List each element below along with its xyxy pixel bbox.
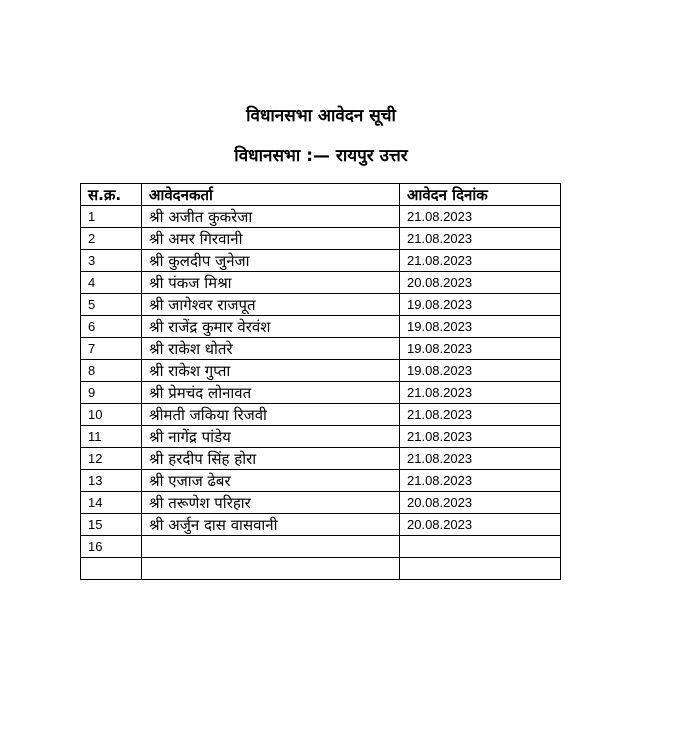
date-cell: 21.08.2023	[400, 448, 561, 470]
date-cell: 21.08.2023	[400, 426, 561, 448]
applicant-cell: श्री अर्जुन दास वासवानी	[142, 514, 400, 536]
applicant-cell: श्री प्रेमचंद लोनावत	[142, 382, 400, 404]
document-title: विधानसभा आवेदन सूची	[246, 106, 396, 126]
table-row	[81, 470, 561, 492]
serial-cell: 10	[81, 404, 142, 426]
date-cell: 19.08.2023	[400, 338, 561, 360]
applicant-table	[80, 183, 561, 580]
applicant-cell: श्री तरूणेश परिहार	[142, 492, 400, 514]
table-row	[81, 448, 561, 470]
date-cell	[400, 558, 561, 580]
header-applicant: आवेदनकर्ता	[142, 184, 400, 206]
serial-cell: 7	[81, 338, 142, 360]
table-row	[81, 404, 561, 426]
applicant-cell: श्री राकेश धोतरे	[142, 338, 400, 360]
serial-cell: 4	[81, 272, 142, 294]
table-row	[81, 360, 561, 382]
table-row	[81, 272, 561, 294]
serial-cell	[81, 558, 142, 580]
table-body	[81, 206, 561, 580]
header-date: आवेदन दिनांक	[400, 184, 561, 206]
table-row	[81, 514, 561, 536]
applicant-cell: श्री राजेंद्र कुमार वेरवंश	[142, 316, 400, 338]
table-header-row	[81, 184, 561, 206]
serial-cell: 12	[81, 448, 142, 470]
applicant-cell: श्री अजीत कुकरेजा	[142, 206, 400, 228]
table-row	[81, 316, 561, 338]
date-cell: 21.08.2023	[400, 470, 561, 492]
applicant-cell	[142, 558, 400, 580]
document-subtitle: विधानसभा :— रायपुर उत्तर	[234, 146, 408, 166]
serial-cell: 9	[81, 382, 142, 404]
date-cell: 21.08.2023	[400, 382, 561, 404]
date-cell	[400, 536, 561, 558]
applicant-cell: श्री नागेंद्र पांडेय	[142, 426, 400, 448]
serial-cell: 13	[81, 470, 142, 492]
applicant-cell: श्री जागेश्वर राजपूत	[142, 294, 400, 316]
serial-cell: 11	[81, 426, 142, 448]
serial-cell: 16	[81, 536, 142, 558]
table-row	[81, 492, 561, 514]
table-row	[81, 536, 561, 558]
date-cell: 21.08.2023	[400, 404, 561, 426]
applicant-cell: श्री अमर गिरवानी	[142, 228, 400, 250]
table-row	[81, 228, 561, 250]
date-cell: 20.08.2023	[400, 514, 561, 536]
applicant-cell: श्री पंकज मिश्रा	[142, 272, 400, 294]
serial-cell: 15	[81, 514, 142, 536]
table-row	[81, 250, 561, 272]
header-serial: स.क्र.	[81, 184, 142, 206]
serial-cell: 8	[81, 360, 142, 382]
date-cell: 21.08.2023	[400, 228, 561, 250]
date-cell: 21.08.2023	[400, 206, 561, 228]
date-cell: 19.08.2023	[400, 316, 561, 338]
applicant-cell: श्री राकेश गुप्ता	[142, 360, 400, 382]
applicant-cell: श्री एजाज ढेबर	[142, 470, 400, 492]
table-row	[81, 426, 561, 448]
serial-cell: 1	[81, 206, 142, 228]
serial-cell: 5	[81, 294, 142, 316]
applicant-cell: श्री हरदीप सिंह होरा	[142, 448, 400, 470]
serial-cell: 2	[81, 228, 142, 250]
date-cell: 20.08.2023	[400, 272, 561, 294]
date-cell: 20.08.2023	[400, 492, 561, 514]
applicant-cell: श्री कुलदीप जुनेजा	[142, 250, 400, 272]
serial-cell: 3	[81, 250, 142, 272]
date-cell: 21.08.2023	[400, 250, 561, 272]
date-cell: 19.08.2023	[400, 294, 561, 316]
table-row	[81, 338, 561, 360]
applicant-cell: श्रीमती जकिया रिजवी	[142, 404, 400, 426]
serial-cell: 14	[81, 492, 142, 514]
applicant-cell	[142, 536, 400, 558]
serial-cell: 6	[81, 316, 142, 338]
date-cell: 19.08.2023	[400, 360, 561, 382]
table-row	[81, 382, 561, 404]
table-row	[81, 206, 561, 228]
table-row	[81, 558, 561, 580]
table-row	[81, 294, 561, 316]
